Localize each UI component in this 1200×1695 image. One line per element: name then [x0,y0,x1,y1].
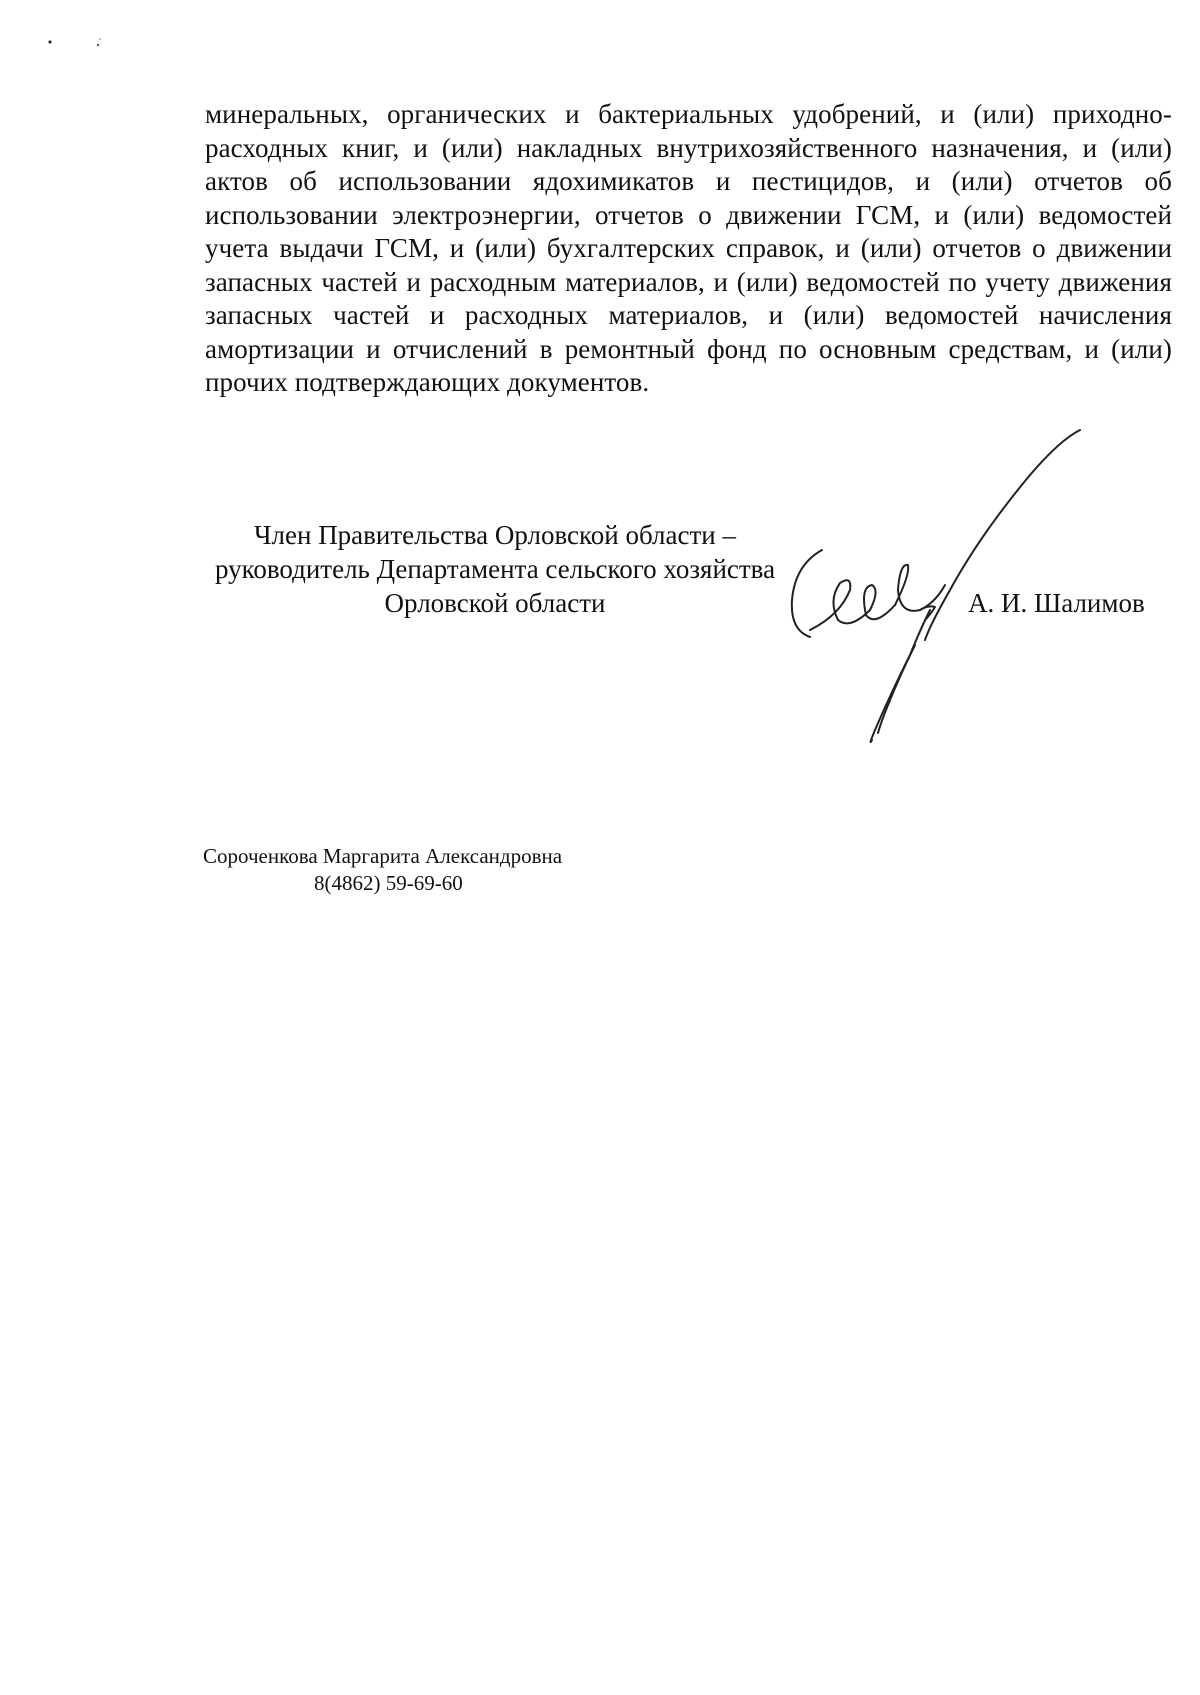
signer-title-line-3: Орловской области [384,588,606,618]
signer-title-line-1: Член Правительства Орловской области – [253,520,736,550]
executor-name: Сороченкова Маргарита Александровна [203,844,563,868]
handwritten-signature-icon [780,415,1100,755]
body-paragraph: минеральных, органических и бактериальных удобрений, и (или) приходно-расходных книг, и (или) накладных внутрихозяйственного назначения, и (или) актов об использовании ядохимикатов и пестицидов, и (или) отчетов об использовании электроэнергии, отчетов о движении ГСМ, и (или) ведомостей учета выдачи ГСМ, и (или) бухгалтерских справок, и (или) отчетов о движении запасных частей и расходным материалов, и (или) ведомостей по учету движения запасных частей и расходных материалов, и (или) ведомостей начисления амортизации и отчислений в ремонтный фонд по основным средствам, и (или) прочих подтверждающих документов. [205,99,1172,397]
signer-position-title [190,518,800,620]
executor-phone: 8(4862) 59-69-60 [314,871,463,895]
signer-name: А. И. Шалимов [968,588,1145,618]
scan-speck-marks [40,30,120,50]
executor-contact [203,843,562,897]
signer-title-line-2: руководитель Департамента сельского хозяйства [214,554,776,584]
